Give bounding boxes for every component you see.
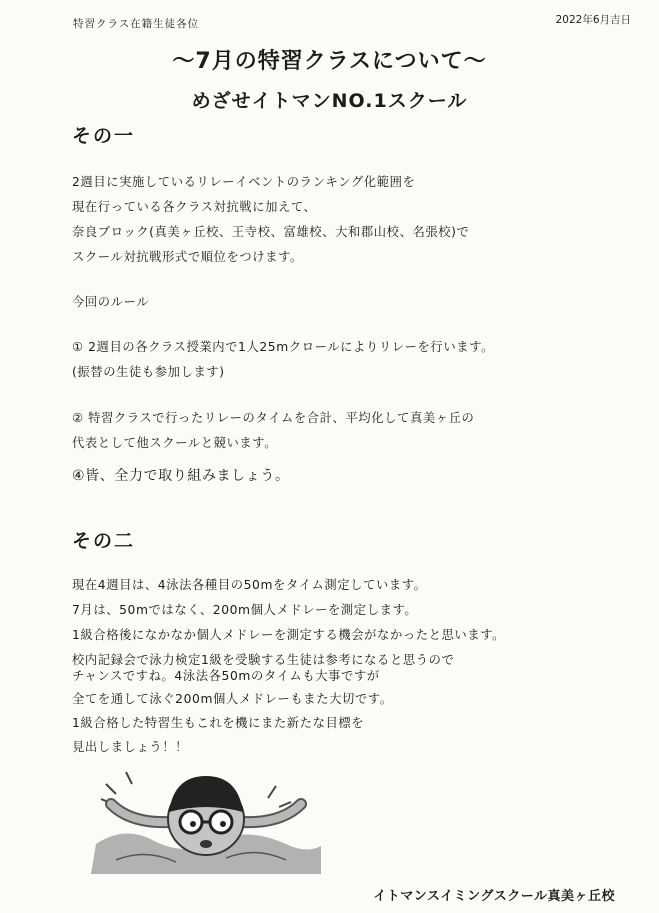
rules-heading: 今回のルール bbox=[72, 295, 150, 309]
section-two-heading: その二 bbox=[72, 530, 136, 552]
section-one-line: 2週目に実施しているリレーイベントのランキング化範囲を bbox=[72, 175, 416, 189]
section-two-line: 校内記録会で泳力検定1級を受験する生徒は参考になると思うので bbox=[72, 653, 455, 667]
rule-two-line: ② 特習クラスで行ったリレーのタイムを合計、平均化して真美ヶ丘の bbox=[72, 411, 475, 425]
section-one-heading: その一 bbox=[72, 125, 136, 147]
rule-one-line: ① 2週目の各クラス授業内で1人25mクロールによりリレーを行います。 bbox=[72, 340, 494, 354]
swimmer-illustration bbox=[86, 764, 326, 874]
section-one-line: 現在行っている各クラス対抗戦に加えて、 bbox=[72, 200, 317, 214]
section-one-line: スクール対抗戦形式で順位をつけます。 bbox=[72, 250, 303, 264]
section-two-line: 1級合格した特習生もこれを機にまた新たな目標を bbox=[72, 716, 365, 730]
rule-two-line: 代表として他スクールと競います。 bbox=[72, 436, 278, 450]
section-two-line: チャンスですね。4泳法各50mのタイムも大事ですが bbox=[72, 669, 380, 683]
document-subtitle: めざせイトマンNO.1スクール bbox=[191, 90, 468, 112]
section-two-line: 全てを通して泳ぐ200m個人メドレーもまた大切です。 bbox=[72, 692, 393, 706]
section-two-line: 7月は、50mではなく、200m個人メドレーを測定します。 bbox=[72, 603, 418, 617]
document-title: ～7月の特習クラスについて～ bbox=[172, 49, 487, 74]
school-signature: イトマンスイミングスクール真美ヶ丘校 bbox=[373, 889, 615, 904]
document-date: 2022年6月吉日 bbox=[555, 14, 631, 26]
section-two-line: 見出しましょう！！ bbox=[72, 740, 189, 754]
rule-one-line: (振替の生徒も参加します) bbox=[72, 365, 225, 379]
closing-line: ④皆、全力で取り組みましょう。 bbox=[72, 468, 290, 484]
addressee-line: 特習クラス在籍生徒各位 bbox=[73, 18, 200, 30]
section-two-line: 現在4週目は、4泳法各種目の50mをタイム測定しています。 bbox=[72, 578, 427, 592]
section-one-line: 奈良ブロック(真美ヶ丘校、王寺校、富雄校、大和郡山校、名張校)で bbox=[72, 225, 470, 239]
section-two-line: 1級合格後になかなか個人メドレーを測定する機会がなかったと思います。 bbox=[72, 628, 506, 642]
